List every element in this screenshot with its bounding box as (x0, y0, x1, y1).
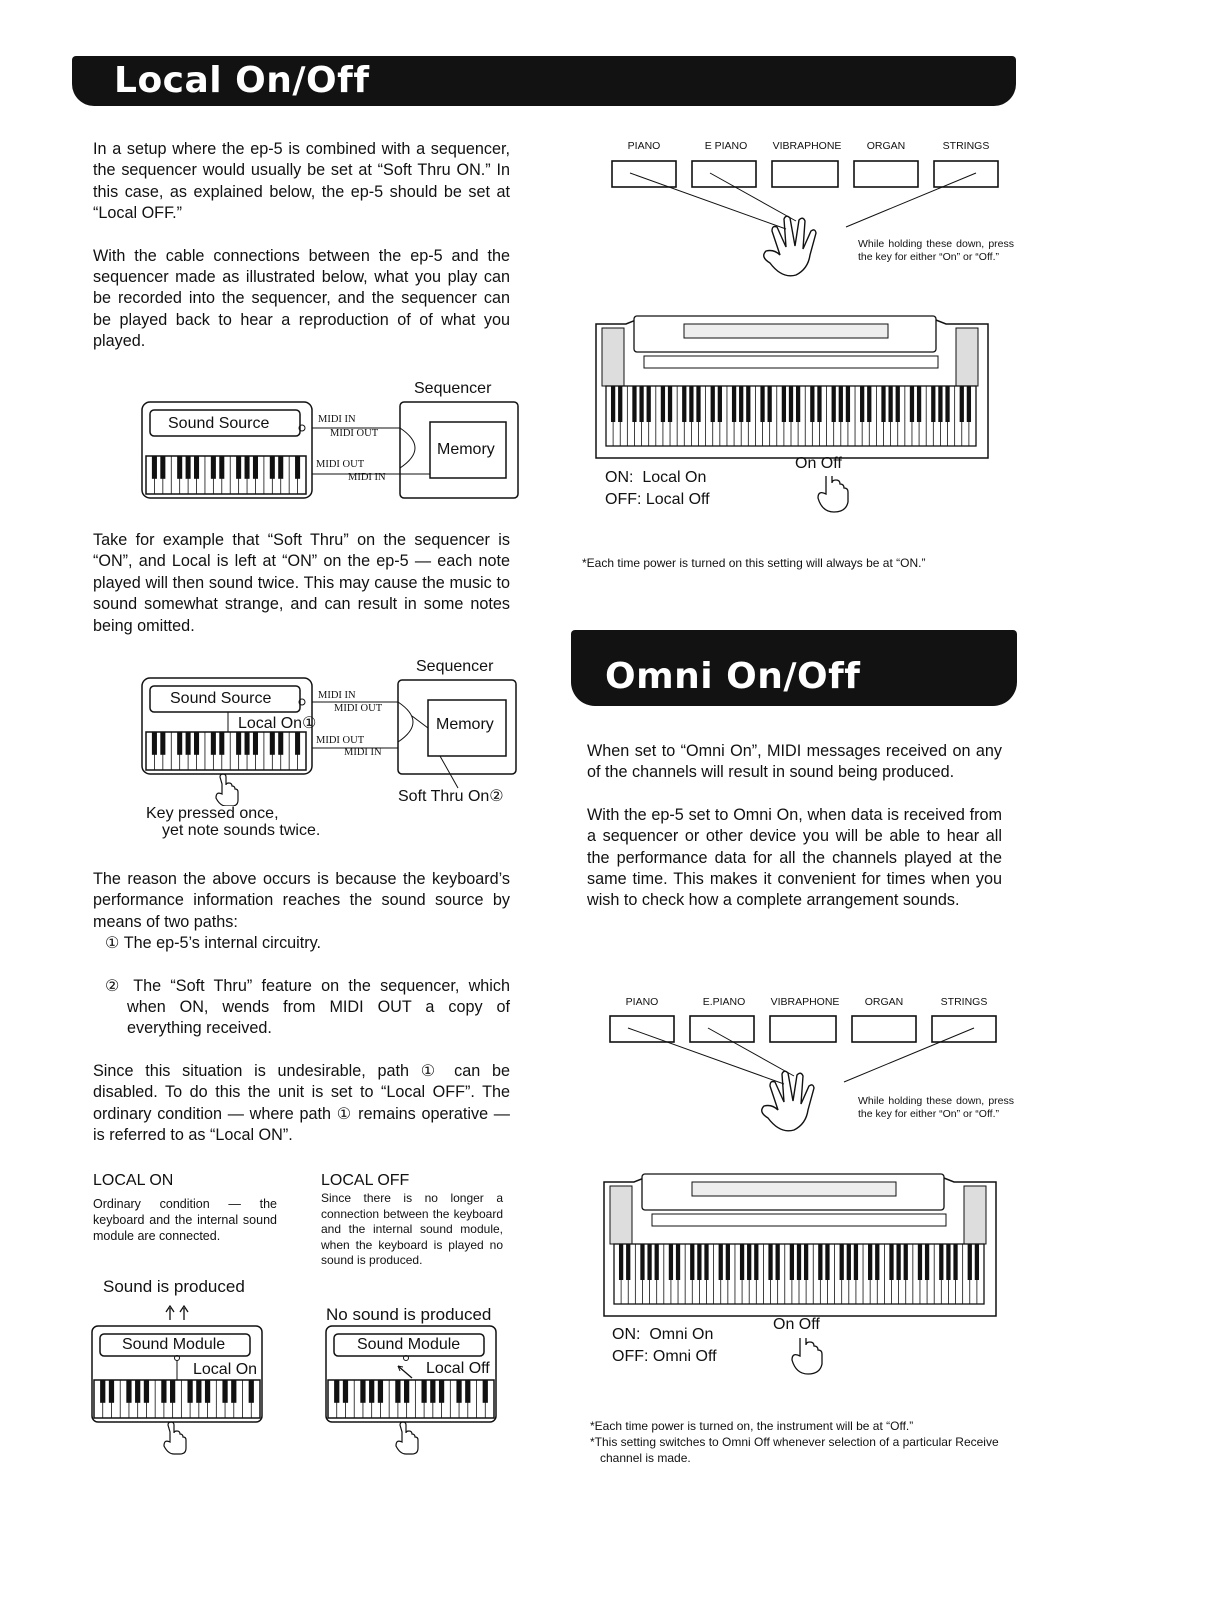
black-key (682, 386, 686, 422)
black-key (152, 456, 157, 479)
black-key (109, 1380, 114, 1403)
black-key (465, 1380, 470, 1403)
black-key (378, 1380, 383, 1403)
black-key (161, 1380, 166, 1403)
black-key (945, 386, 949, 422)
black-key (194, 456, 199, 479)
black-key (804, 1244, 808, 1280)
btn-label-epiano: E PIANO (704, 140, 748, 152)
black-key (152, 732, 157, 755)
black-key (931, 386, 935, 422)
black-key (719, 1244, 723, 1280)
black-key (888, 386, 892, 422)
black-key (967, 386, 971, 422)
btn-label-vibraphone: VIBRAPHONE (772, 140, 842, 152)
omni-btn-label-piano: PIANO (625, 996, 659, 1008)
black-key (170, 1380, 175, 1403)
local-hand-icon (764, 216, 816, 276)
omni-btn-label-organ: ORGAN (864, 996, 904, 1008)
d1-memory: Memory (437, 441, 495, 458)
black-key (334, 1380, 339, 1403)
black-key (395, 1380, 400, 1403)
black-key (711, 386, 715, 422)
local-reason (93, 869, 510, 1146)
local-keyboard-illustration (592, 310, 992, 460)
black-key (846, 386, 850, 422)
black-key (177, 732, 182, 755)
black-key (840, 1244, 844, 1280)
black-key (875, 1244, 879, 1280)
black-key (669, 1244, 673, 1280)
black-key (205, 1380, 210, 1403)
omni-on-off-keys: On Off (773, 1316, 820, 1333)
omni-keyboard-illustration (600, 1168, 1000, 1318)
d2-memory: Memory (436, 716, 494, 733)
black-key (796, 386, 800, 422)
black-key (697, 1244, 701, 1280)
black-key (618, 386, 622, 422)
local-off-label: Local Off (426, 1360, 490, 1377)
black-key (904, 1244, 908, 1280)
black-key (360, 1380, 365, 1403)
omni-btn-label-strings: STRINGS (940, 996, 988, 1008)
local-on-hand-icon (164, 1422, 186, 1454)
black-key (847, 1244, 851, 1280)
black-key (690, 1244, 694, 1280)
black-key (918, 1244, 922, 1280)
local-on-caption: Sound is produced (103, 1277, 245, 1296)
local-on-off-keys: On Off (795, 455, 842, 472)
black-key (854, 1244, 858, 1280)
black-key (740, 1244, 744, 1280)
black-key (917, 386, 921, 422)
black-key (689, 386, 693, 422)
black-key (789, 386, 793, 422)
black-key (968, 1244, 972, 1280)
omni-press-hand-icon (790, 1338, 826, 1378)
omni-hold-note: While holding these down, press the key for either “On” or “Off.” (858, 1095, 1014, 1120)
black-key (619, 1244, 623, 1280)
local-off-hand-icon (396, 1422, 418, 1454)
black-key (939, 1244, 943, 1280)
black-key (860, 386, 864, 422)
black-key (160, 732, 165, 755)
black-key (369, 1380, 374, 1403)
black-key (938, 386, 942, 422)
black-key (639, 386, 643, 422)
black-key (219, 456, 224, 479)
black-key (776, 1244, 780, 1280)
omni-footnote-2: *This setting switches to Omni Off whenever selection of a particular Receive channel is made. (590, 1435, 999, 1465)
since-paragraph: Since this situation is undesirable, path ① can be disabled. To do this the unit is set to “Local OFF”. The ordinary condition — where path ① remains operative — is referred to as “Local ON”. (93, 1061, 510, 1145)
d2-hand-icon (216, 774, 238, 806)
black-key (640, 1244, 644, 1280)
black-key (896, 386, 900, 422)
local-on-heading: LOCAL ON (93, 1172, 174, 1189)
local-panel-buttons (600, 155, 1010, 295)
omni-on-line: ON: Omni On (612, 1326, 714, 1343)
black-key (910, 386, 914, 422)
d2-local-on: Local On① (238, 715, 317, 732)
d2-midi-out-2: MIDI OUT (316, 735, 365, 746)
black-key (832, 386, 836, 422)
black-key (126, 1380, 131, 1403)
local-hold-note: While holding these down, press the key for either “On” or “Off.” (858, 238, 1014, 263)
d2-midi-out: MIDI OUT (334, 703, 383, 714)
black-key (839, 386, 843, 422)
local-title: Local On/Off (114, 60, 370, 101)
black-key (160, 456, 165, 479)
local-press-hand-icon (816, 476, 852, 516)
black-key (676, 1244, 680, 1280)
black-key (797, 1244, 801, 1280)
omni-title: Omni On/Off (605, 656, 861, 697)
black-key (768, 386, 772, 422)
black-key (278, 456, 283, 479)
black-key (211, 732, 216, 755)
black-key (825, 1244, 829, 1280)
black-key (726, 1244, 730, 1280)
diagram1-sequencer-label: Sequencer (414, 380, 492, 397)
black-key (810, 386, 814, 422)
diagram2-sequencer-label: Sequencer (416, 658, 494, 675)
black-key (881, 386, 885, 422)
d1-midi-out: MIDI OUT (330, 428, 379, 439)
local-off-text: Since there is no longer a connection between the keyboard and the internal sound module, when the keyboard is played no sound is produced. (321, 1191, 503, 1267)
path-1: ① The ep-5’s internal circuitry. (105, 934, 322, 953)
black-key (187, 1380, 192, 1403)
d2-caption-2: yet note sounds twice. (162, 822, 321, 839)
black-key (718, 386, 722, 422)
local-off-module: Sound Module (357, 1336, 461, 1353)
black-key (732, 386, 736, 422)
local-off-heading: LOCAL OFF (321, 1172, 410, 1189)
black-key (647, 1244, 651, 1280)
local-on-text: Ordinary condition — the keyboard and the internal sound module are connected. (93, 1197, 277, 1243)
diagram2-keyboard (146, 732, 306, 770)
black-key (231, 1380, 236, 1403)
black-key (782, 386, 786, 422)
omni-off-line: OFF: Omni Off (612, 1348, 717, 1365)
local-on-label: Local On (193, 1361, 258, 1378)
d2-midi-in-2: MIDI IN (344, 747, 382, 758)
black-key (704, 1244, 708, 1280)
black-key (868, 1244, 872, 1280)
black-key (817, 386, 821, 422)
d1-sound-source: Sound Source (168, 415, 270, 432)
black-key (790, 1244, 794, 1280)
black-key (953, 1244, 957, 1280)
black-key (253, 456, 258, 479)
black-key (222, 1380, 227, 1403)
black-key (100, 1380, 105, 1403)
black-key (626, 1244, 630, 1280)
black-key (889, 1244, 893, 1280)
black-key (236, 456, 241, 479)
local-footnote: *Each time power is turned on this setting will always be at “ON.” (582, 556, 926, 570)
black-key (696, 386, 700, 422)
omni-btn-label-epiano: E.PIANO (702, 996, 746, 1008)
d2-sound-source: Sound Source (170, 690, 272, 707)
d1-midi-out-2: MIDI OUT (316, 459, 365, 470)
local-on-diagram (88, 1302, 268, 1460)
black-key (925, 1244, 929, 1280)
d2-midi-in: MIDI IN (318, 690, 356, 701)
black-key (270, 456, 275, 479)
omni-paragraph-2: With the ep-5 set to Omni On, when data is received from a sequencer or other device you will be able to hear all the performance data for all the channels played at the same time. This makes it convenient for times when you wish to check how a complete arrangement sounds. (587, 805, 1002, 910)
intro-paragraph-1: In a setup where the ep-5 is combined with a sequencer, the sequencer would usually be set at “Soft Thru ON.” In this case, as explained below, the ep-5 should be set at “Local OFF.” (93, 140, 510, 223)
black-key (211, 456, 216, 479)
local-example (93, 530, 510, 658)
diagram1-keyboard (146, 456, 306, 494)
black-key (253, 732, 258, 755)
black-key (219, 732, 224, 755)
omni-btn-label-vibraphone: VIBRAPHONE (770, 996, 840, 1008)
intro-paragraph-2: With the cable connections between the ep-5 and the sequencer made as illustrated below, what you play can be recorded into the sequencer, and the sequencer can be played back to hear a reproduction of of what you played. (93, 246, 510, 351)
d2-soft-thru: Soft Thru On② (398, 788, 504, 805)
black-key (760, 386, 764, 422)
black-key (144, 1380, 149, 1403)
black-key (404, 1380, 409, 1403)
omni-text (587, 741, 1002, 933)
black-key (483, 1380, 488, 1403)
black-key (278, 732, 283, 755)
black-key (668, 386, 672, 422)
black-key (245, 732, 250, 755)
btn-label-organ: ORGAN (866, 140, 906, 152)
omni-banner (571, 630, 1017, 706)
path-2: ② The “Soft Thru” feature on the sequencer, which when ON, wends from MIDI OUT a copy of everything received. (105, 976, 510, 1038)
omni-panel-buttons (598, 1010, 1008, 1150)
local-intro (93, 139, 510, 374)
btn-label-piano: PIANO (627, 140, 661, 152)
omni-footnote-1: *Each time power is turned on, the instrument will be at “Off.” (590, 1419, 914, 1433)
black-key (647, 386, 651, 422)
black-key (295, 456, 300, 479)
black-key (768, 1244, 772, 1280)
black-key (867, 386, 871, 422)
black-key (754, 1244, 758, 1280)
local-off-caption: No sound is produced (326, 1305, 492, 1324)
black-key (747, 1244, 751, 1280)
local-on-module: Sound Module (122, 1336, 226, 1353)
black-key (960, 386, 964, 422)
black-key (456, 1380, 461, 1403)
btn-label-strings: STRINGS (942, 140, 990, 152)
omni-hand-icon (762, 1071, 814, 1131)
black-key (439, 1380, 444, 1403)
black-key (186, 732, 191, 755)
example-paragraph: Take for example that “Soft Thru” on the sequencer is “ON”, and Local is left at “ON” on the ep-5 — each note played will then sound twice. This may cause the music to sound somewhat strange, and can result in some notes being omitted. (93, 531, 510, 635)
black-key (611, 386, 615, 422)
d1-midi-in-2: MIDI IN (348, 472, 386, 483)
black-key (186, 456, 191, 479)
black-key (270, 732, 275, 755)
black-key (196, 1380, 201, 1403)
black-key (946, 1244, 950, 1280)
local-on-line: ON: Local On (605, 469, 707, 486)
black-key (295, 732, 300, 755)
black-key (135, 1380, 140, 1403)
black-key (177, 456, 182, 479)
black-key (421, 1380, 426, 1403)
black-key (343, 1380, 348, 1403)
black-key (661, 386, 665, 422)
reason-paragraph: The reason the above occurs is because the keyboard’s performance information reaches the sound source by means of two paths: (93, 870, 510, 931)
local-off-line: OFF: Local Off (605, 491, 710, 508)
black-key (249, 1380, 254, 1403)
omni-paragraph-1: When set to “Omni On”, MIDI messages received on any of the channels will result in sound being produced. (587, 742, 1002, 782)
d1-midi-in: MIDI IN (318, 414, 356, 425)
black-key (739, 386, 743, 422)
black-key (632, 386, 636, 422)
black-key (430, 1380, 435, 1403)
black-key (896, 1244, 900, 1280)
black-key (655, 1244, 659, 1280)
black-key (818, 1244, 822, 1280)
black-key (194, 732, 199, 755)
black-key (245, 456, 250, 479)
local-banner (72, 56, 1016, 106)
black-key (746, 386, 750, 422)
black-key (236, 732, 241, 755)
d2-caption-1: Key pressed once, (146, 805, 279, 822)
black-key (975, 1244, 979, 1280)
